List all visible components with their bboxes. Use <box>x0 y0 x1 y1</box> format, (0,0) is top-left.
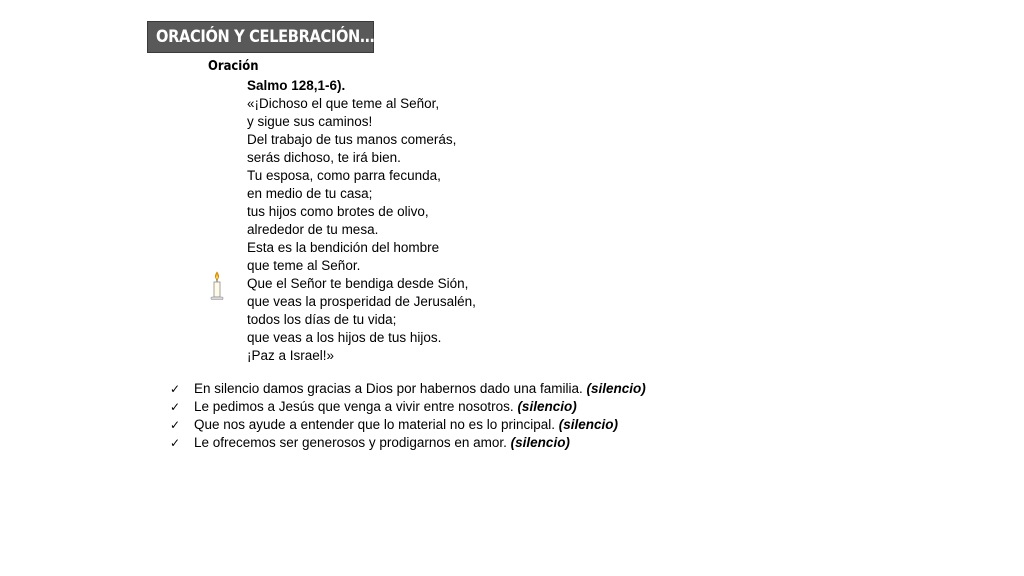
psalm-line: tus hijos como brotes de olivo, <box>247 204 429 219</box>
petition-list <box>170 380 646 452</box>
psalm-line: alrededor de tu mesa. <box>247 222 379 237</box>
psalm-line: que veas a los hijos de tus hijos. <box>247 330 442 345</box>
checkmark-icon: ✓ <box>170 436 181 450</box>
title-banner <box>147 21 380 53</box>
list-item <box>170 398 646 416</box>
petition-text: Le ofrecemos ser generosos y prodigarnos en amor. <box>194 435 511 450</box>
psalm-reference: Salmo 128,1-6). <box>247 78 346 93</box>
silence-note: (silencio) <box>586 381 646 396</box>
psalm-line: que teme al Señor. <box>247 258 361 273</box>
candle-icon <box>209 271 225 301</box>
checkmark-icon: ✓ <box>170 418 181 432</box>
silence-note: (silencio) <box>558 417 618 432</box>
list-item <box>170 380 646 398</box>
petition-text: Le pedimos a Jesús que venga a vivir entre nosotros. <box>194 399 518 414</box>
psalm-line: todos los días de tu vida; <box>247 312 397 327</box>
psalm-line: y sigue sus caminos! <box>247 114 373 129</box>
psalm-line: serás dichoso, te irá bien. <box>247 150 401 165</box>
psalm-line: Del trabajo de tus manos comerás, <box>247 132 457 147</box>
psalm-line: que veas la prosperidad de Jerusalén, <box>247 294 476 309</box>
psalm-line: ¡Paz a Israel!» <box>247 348 335 363</box>
petition-text: Que nos ayude a entender que lo material no es lo principal. <box>194 417 559 432</box>
list-item <box>170 434 646 452</box>
page-title: ORACIÓN Y CELEBRACIÓN…. <box>156 27 380 47</box>
silence-note: (silencio) <box>517 399 577 414</box>
silence-note: (silencio) <box>510 435 570 450</box>
section-subtitle: Oración <box>208 58 259 74</box>
psalm-line: Esta es la bendición del hombre <box>247 240 440 255</box>
checkmark-icon: ✓ <box>170 382 181 396</box>
psalm-line: Que el Señor te bendiga desde Sión, <box>247 276 469 291</box>
psalm-text <box>247 77 476 365</box>
psalm-line: Tu esposa, como parra fecunda, <box>247 168 441 183</box>
psalm-line: en medio de tu casa; <box>247 186 373 201</box>
psalm-line: «¡Dichoso el que teme al Señor, <box>247 96 440 111</box>
list-item <box>170 416 646 434</box>
petition-text: En silencio damos gracias a Dios por habernos dado una familia. <box>194 381 587 396</box>
checkmark-icon: ✓ <box>170 400 181 414</box>
